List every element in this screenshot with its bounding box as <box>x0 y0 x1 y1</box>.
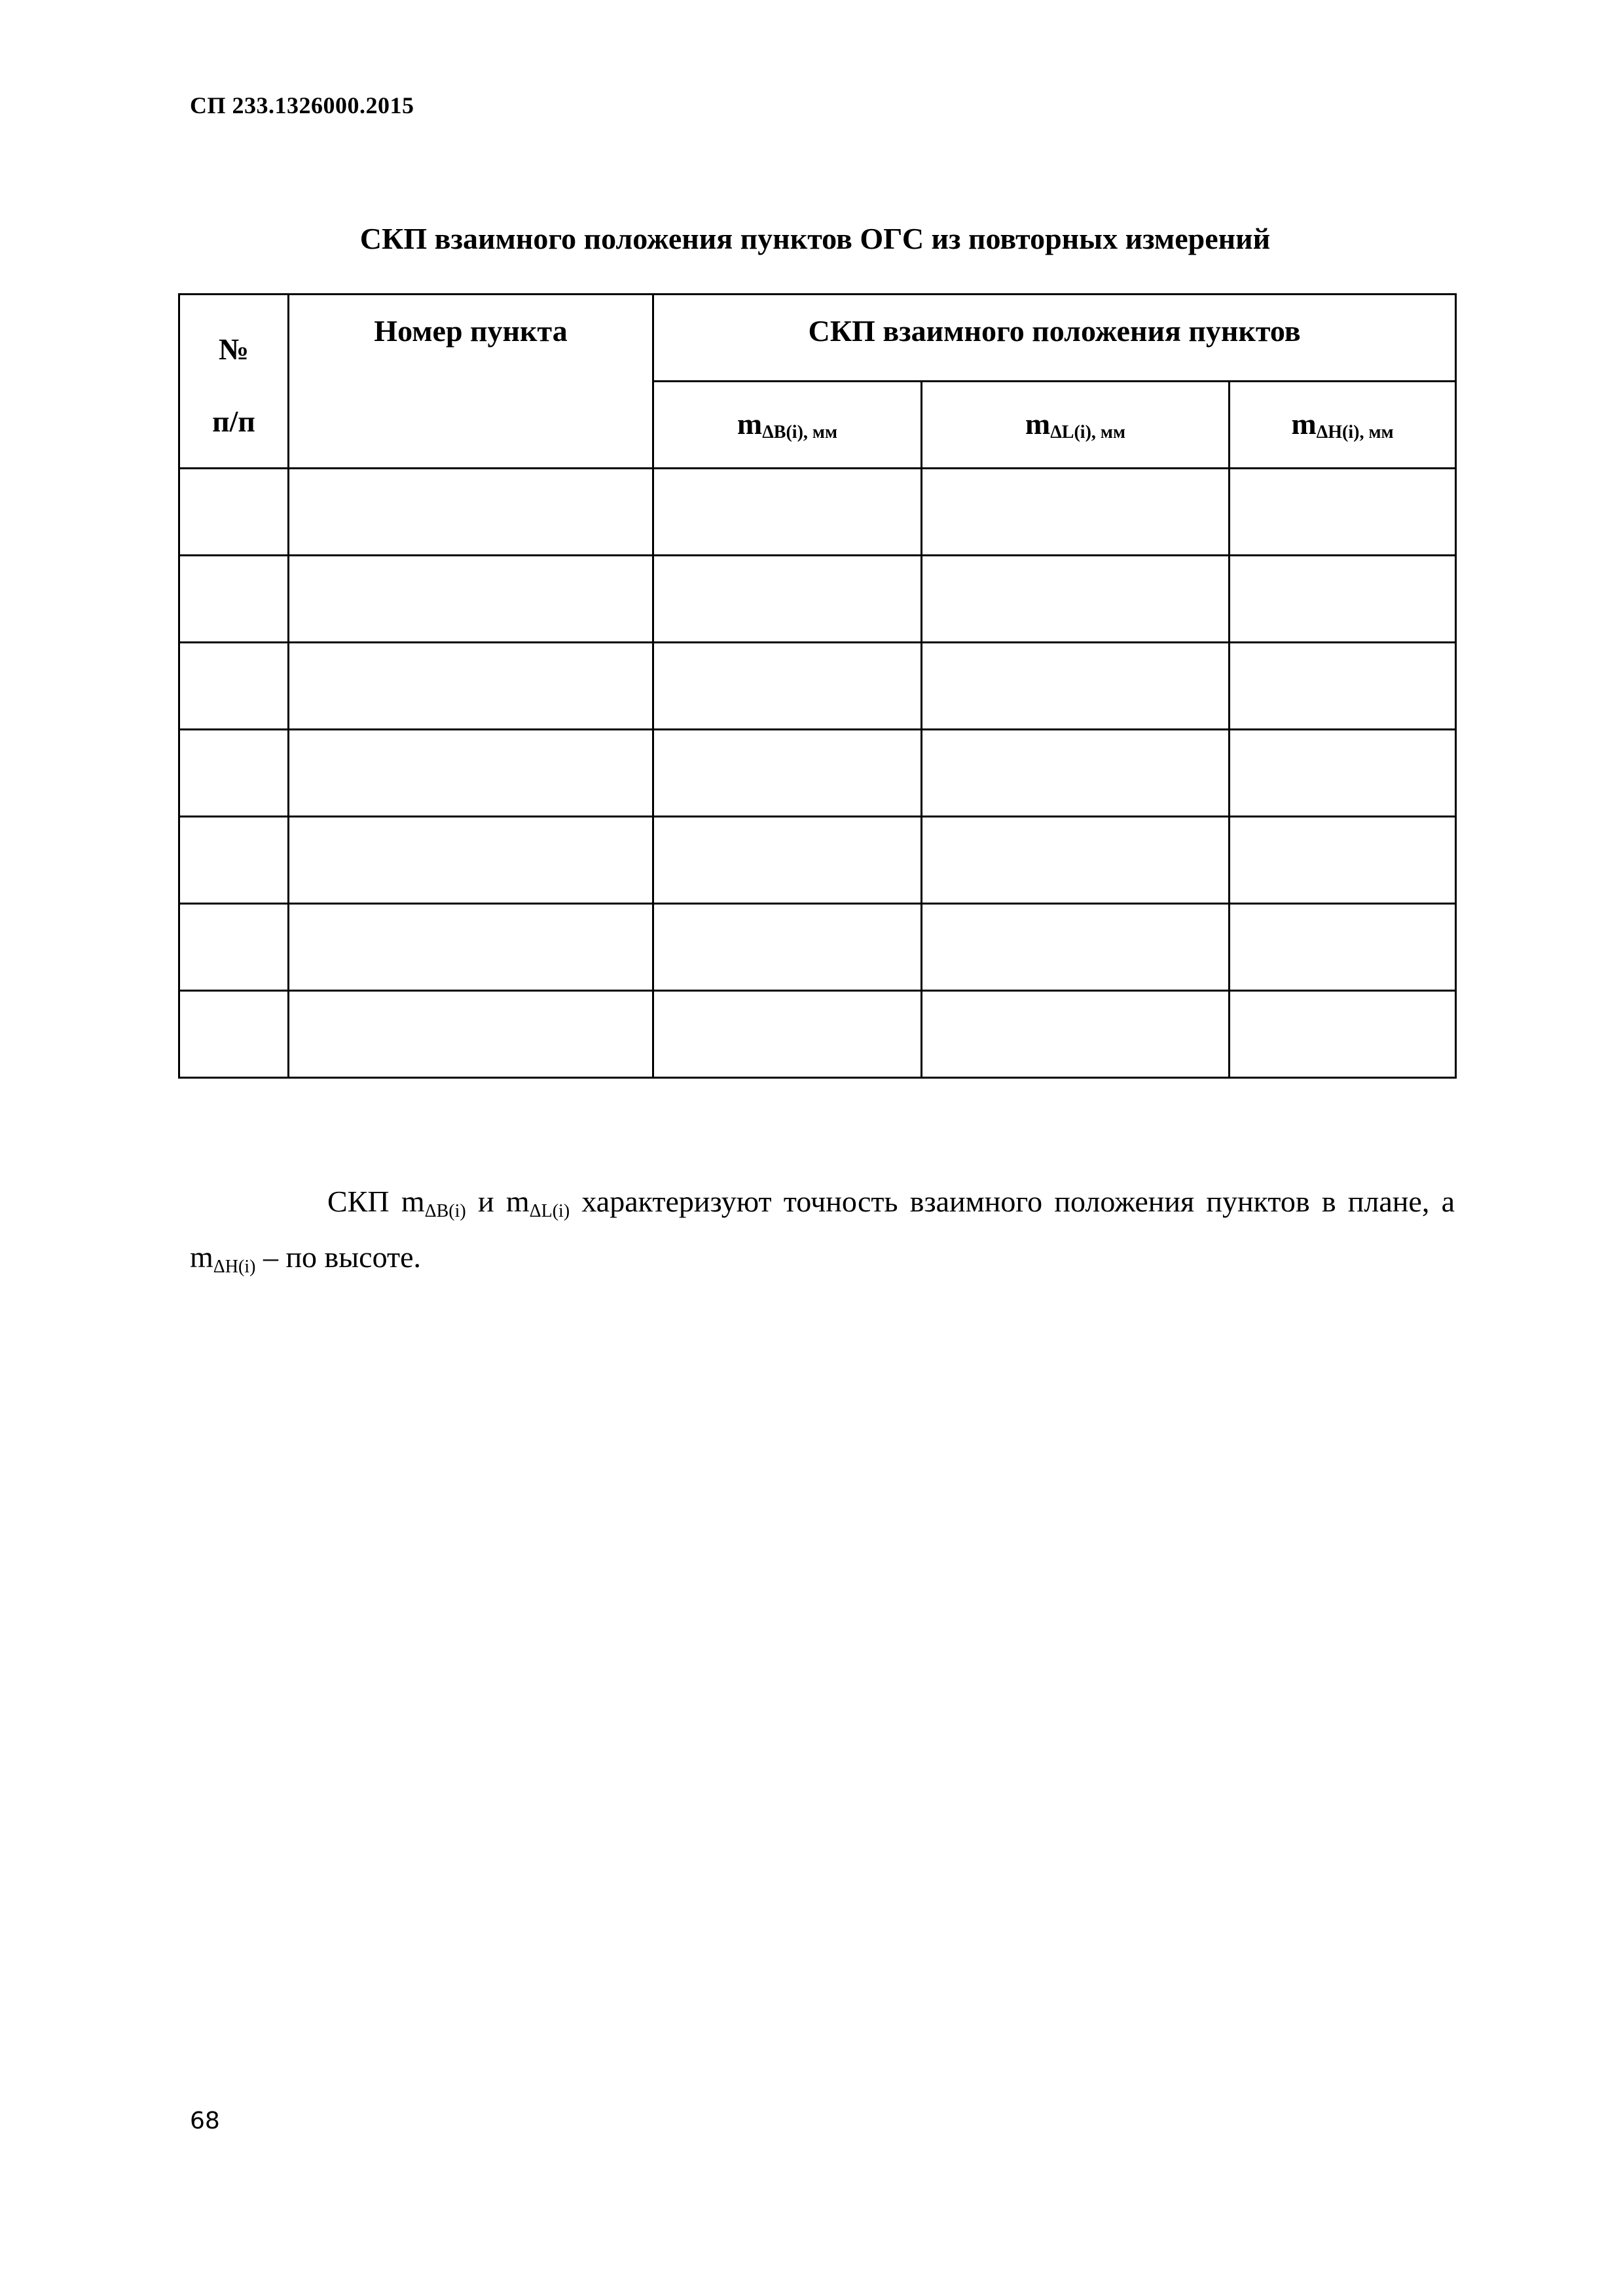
table-cell <box>1230 730 1456 817</box>
data-table <box>178 293 1457 1079</box>
table-row <box>179 817 1456 904</box>
table-cell <box>179 904 289 991</box>
table-cell <box>653 730 922 817</box>
table-cell <box>1230 904 1456 991</box>
subheader-m-delta-h: $m_{\Delta H(i), мм}$ <box>1230 382 1456 469</box>
page-number: 68 <box>190 2108 220 2134</box>
table-cell <box>289 469 653 556</box>
table-cell <box>1230 991 1456 1078</box>
table-cell <box>653 991 922 1078</box>
table-title: СКП взаимного положения пунктов ОГС из повторных измерений <box>359 222 1271 255</box>
table-cell <box>1230 556 1456 643</box>
table-cell <box>653 817 922 904</box>
explanation-paragraph: СКП $m_{\Delta B(i)}$ и $m_{\Delta L(i)}$ характеризуют точность взаимного положения пунктов в плане, а $m_{\Delta H(i)}$ – по высоте. <box>190 1185 1455 1277</box>
table-cell <box>653 643 922 730</box>
table-cell <box>922 469 1230 556</box>
table-cell <box>922 817 1230 904</box>
table-cell <box>289 730 653 817</box>
table-row <box>179 730 1456 817</box>
symbol-m-delta-h: $m_{\Delta H(i)}$ <box>190 1240 256 1277</box>
table-cell <box>289 991 653 1078</box>
table-row <box>179 643 1456 730</box>
table-cell <box>179 730 289 817</box>
table-cell <box>289 817 653 904</box>
column-header-group: СКП взаимного положения пунктов <box>653 295 1456 382</box>
table-row <box>179 556 1456 643</box>
table-cell <box>1230 643 1456 730</box>
table-row <box>179 904 1456 991</box>
table-row <box>179 469 1456 556</box>
symbol-m-delta-b: $m_{\Delta B(i)}$ <box>401 1185 466 1221</box>
table-cell <box>289 904 653 991</box>
table-cell <box>179 643 289 730</box>
subheader-m-delta-b: $m_{\Delta B(i), мм}$ <box>653 382 922 469</box>
table-row <box>179 991 1456 1078</box>
table-header-row <box>179 295 1456 382</box>
table-cell <box>289 556 653 643</box>
column-header-number-line2: п/п <box>212 404 255 438</box>
table-cell <box>1230 817 1456 904</box>
symbol-m-delta-l: $m_{\Delta L(i)}$ <box>505 1185 570 1221</box>
table-cell <box>922 730 1230 817</box>
table-cell <box>179 556 289 643</box>
column-header-point-number: Номер пункта <box>289 295 653 469</box>
table-cell <box>922 643 1230 730</box>
table-cell <box>653 556 922 643</box>
subheader-m-delta-l: $m_{\Delta L(i), мм}$ <box>922 382 1230 469</box>
table-cell <box>922 904 1230 991</box>
table-cell <box>289 643 653 730</box>
table-cell <box>653 904 922 991</box>
table-cell <box>922 556 1230 643</box>
document-code: СП 233.1326000.2015 <box>190 92 414 118</box>
table-cell <box>179 817 289 904</box>
table-cell <box>1230 469 1456 556</box>
table-cell <box>922 991 1230 1078</box>
column-header-number-line1: № <box>218 332 249 366</box>
table-cell <box>653 469 922 556</box>
table-cell <box>179 469 289 556</box>
column-header-number <box>179 295 289 469</box>
table-cell <box>179 991 289 1078</box>
